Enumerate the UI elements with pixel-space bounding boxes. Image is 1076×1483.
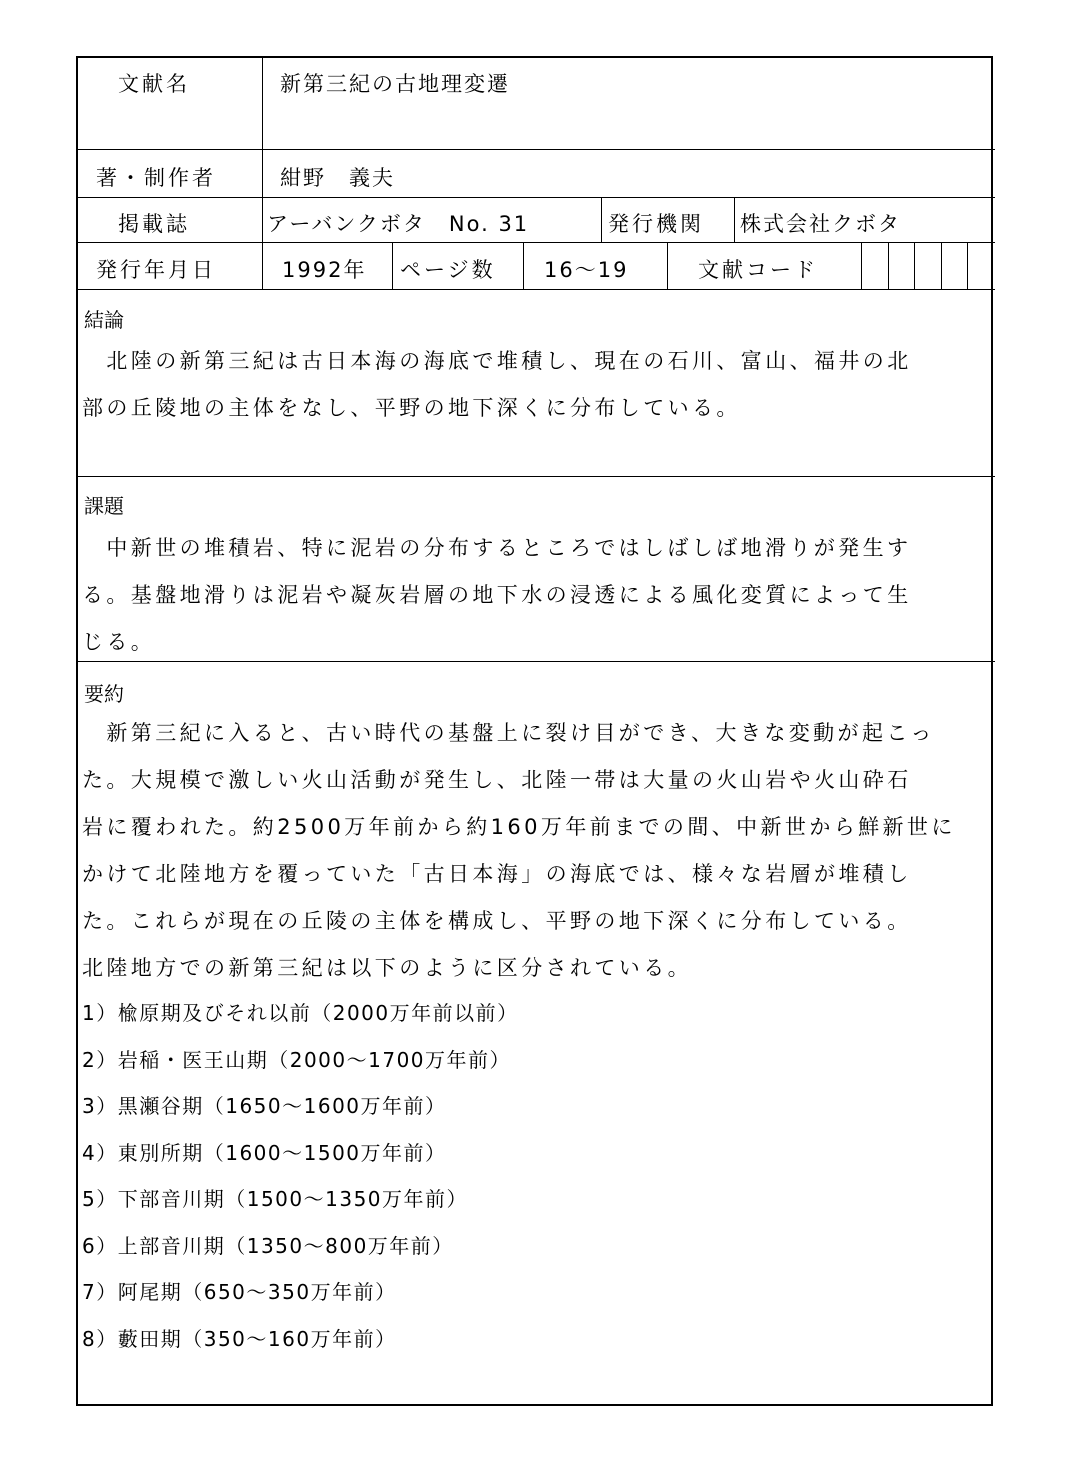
code-box-divider — [888, 243, 889, 290]
document-form — [76, 56, 993, 1406]
date-value: 1992年 — [282, 258, 367, 282]
summary-body — [82, 710, 987, 992]
col-divider — [392, 242, 393, 289]
col-divider — [861, 242, 862, 289]
publisher-label: 発行機関 — [608, 212, 704, 236]
period-list — [82, 990, 519, 1362]
summary-line: た。これらが現在の丘陵の主体を構成し、平野の地下深くに分布している。 — [82, 909, 912, 933]
summary-line: 北陸地方での新第三紀は以下のように区分されている。 — [82, 956, 692, 980]
title-label: 文献名 — [118, 72, 190, 96]
period-item: 5）下部音川期（1500～1350万年前） — [82, 1187, 469, 1211]
col-divider — [523, 242, 524, 289]
issue-title: 課題 — [84, 494, 124, 518]
col-divider — [667, 242, 668, 289]
conclusion-title: 結論 — [84, 308, 124, 332]
title-value: 新第三紀の古地理変遷 — [280, 72, 510, 96]
summary-title: 要約 — [84, 682, 124, 706]
col-divider — [601, 197, 602, 242]
issue-body — [82, 525, 981, 666]
period-item: 6）上部音川期（1350～800万年前） — [82, 1233, 454, 1258]
conclusion-line: 北陸の新第三紀は古日本海の海底で堆積し、現在の石川、富山、福井の北 — [82, 349, 912, 373]
journal-label: 掲載誌 — [118, 212, 190, 236]
period-item: 1）楡原期及びそれ以前（2000万年前以前） — [82, 1001, 519, 1025]
summary-line: かけて北陸地方を覆っていた「古日本海」の海底では、様々な岩層が堆積し — [82, 862, 912, 886]
summary-line: 岩に覆われた。約2500万年前から約160万年前までの間、中新世から鮮新世に — [82, 815, 956, 839]
pages-value: 16～19 — [544, 258, 629, 282]
summary-line: た。大規模で激しい火山活動が発生し、北陸一帯は大量の火山岩や火山砕石 — [82, 768, 912, 792]
row-divider — [78, 197, 995, 198]
journal-value: アーバンクボタ No. 31 — [267, 212, 530, 236]
row-divider — [78, 242, 995, 243]
col-divider — [262, 58, 263, 289]
code-label: 文献コード — [698, 258, 818, 282]
code-box-divider — [941, 243, 942, 290]
period-item: 7）阿尾期（650～350万年前） — [82, 1280, 397, 1304]
author-label: 著・制作者 — [96, 166, 216, 190]
issue-line: る。基盤地滑りは泥岩や凝灰岩層の地下水の浸透による風化変質によって生 — [82, 583, 912, 607]
period-item: 2）岩稲・医王山期（2000～1700万年前） — [82, 1047, 512, 1072]
period-item: 8）藪田期（350～160万年前） — [82, 1326, 397, 1351]
issue-line: 中新世の堆積岩、特に泥岩の分布するところではしばしば地滑りが発生す — [82, 536, 912, 560]
publisher-value: 株式会社クボタ — [740, 212, 901, 236]
period-item: 3）黒瀬谷期（1650～1600万年前） — [82, 1094, 447, 1118]
code-box-divider — [914, 243, 915, 290]
conclusion-line: 部の丘陵地の主体をなし、平野の地下深くに分布している。 — [82, 396, 741, 420]
summary-line: 新第三紀に入ると、古い時代の基盤上に裂け目ができ、大きな変動が起こっ — [82, 721, 935, 745]
issue-line: じる。 — [82, 630, 156, 654]
col-divider — [734, 197, 735, 242]
author-value: 紺野 義夫 — [280, 166, 395, 190]
row-divider — [78, 289, 995, 290]
row-divider — [78, 149, 995, 150]
code-box-divider — [967, 243, 968, 290]
date-label: 発行年月日 — [96, 258, 216, 282]
period-item: 4）東別所期（1600～1500万年前） — [82, 1140, 447, 1165]
section-divider — [78, 476, 995, 477]
pages-label: ページ数 — [400, 258, 496, 282]
conclusion-body — [82, 338, 981, 432]
